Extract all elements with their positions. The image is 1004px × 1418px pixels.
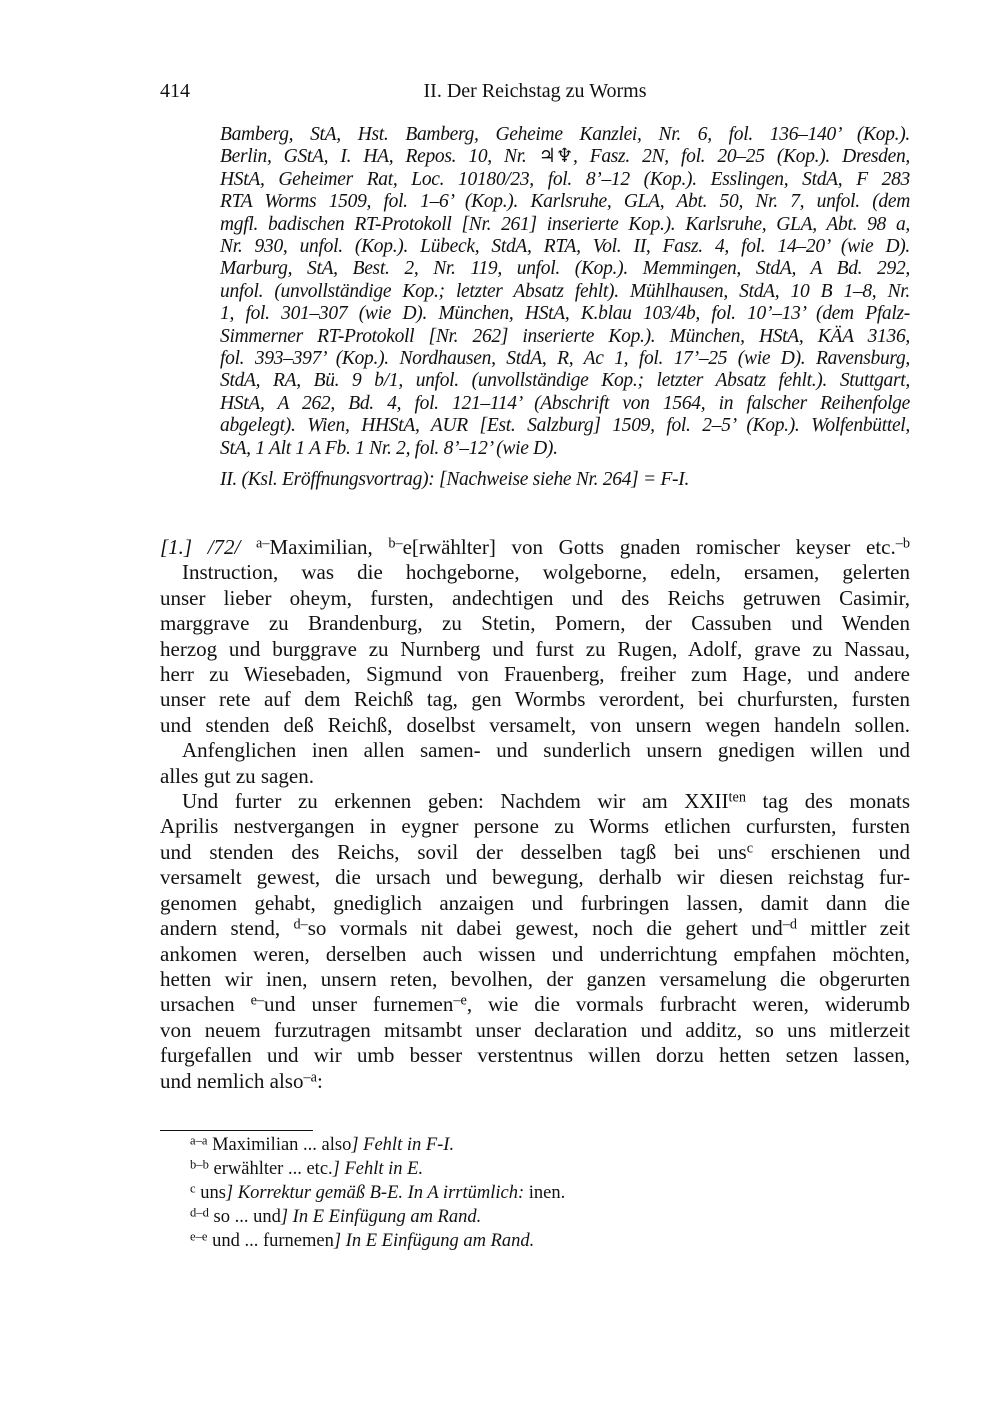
text-segment: Maximilian, bbox=[269, 535, 389, 559]
text-segment: Maximilian ... also bbox=[207, 1135, 352, 1155]
text-segment: furgefallen und wir umb besser verstentnus willen dorzu hetten setzen lassen, bbox=[160, 1043, 910, 1068]
text-segment: ankomen weren, derselben auch wissen und underrichtung empfahen möchten, bbox=[160, 941, 910, 966]
sources-line bbox=[220, 214, 910, 236]
text-segment: HStA, Geheimer Rat, Loc. 10180/23, fol. 8’–12 (Kop.). Esslingen, StdA, F 283 bbox=[220, 168, 910, 190]
body-line bbox=[160, 992, 910, 1017]
footnotes-line bbox=[190, 1229, 890, 1253]
text-segment: tag des monats bbox=[745, 789, 911, 814]
sources-line bbox=[220, 370, 910, 392]
text-segment: erwählter ... etc. bbox=[208, 1159, 333, 1179]
body-line bbox=[160, 535, 910, 560]
text-segment: mgfl. badischen RT-Protokoll [Nr. 261] inserierte Kop.). Karlsruhe, GLA, Abt. 98 a, bbox=[220, 213, 910, 235]
text-segment: fol. 393–397’ (Kop.). Nordhausen, StdA, R, Ac 1, fol. 17’–25 (wie D). Ravensburg, bbox=[220, 348, 910, 370]
apparatus-marker: –b bbox=[895, 535, 910, 552]
body-line bbox=[160, 637, 910, 662]
text-segment: Anfenglichen inen allen samen- und sunderlich unsern gnedigen willen und bbox=[182, 738, 910, 763]
text-segment: Berlin, GStA, I. HA, Repos. 10, Nr. ♃♆, Fasz. 2N, fol. 20–25 (Kop.). Dresden, bbox=[220, 146, 910, 168]
apparatus-marker: d–d bbox=[190, 1205, 209, 1220]
page-number: 414 bbox=[160, 80, 190, 102]
body-line bbox=[160, 891, 910, 916]
text-segment: ] Fehlt in E. bbox=[332, 1159, 424, 1179]
text-segment: StA, 1 Alt 1 A Fb. 1 Nr. 2, fol. 8’–12’ (wie D). bbox=[220, 437, 558, 459]
body-line bbox=[160, 611, 910, 636]
body-line bbox=[160, 840, 910, 865]
body-line bbox=[160, 1043, 910, 1068]
body-line bbox=[160, 865, 910, 890]
text-segment: Nr. 930, unfol. (Kop.). Lübeck, StdA, RTA, Vol. II, Fasz. 4, fol. 14–20’ (wie D). bbox=[220, 236, 910, 258]
sources-line bbox=[220, 258, 910, 280]
text-segment: ] In E Einfügung am Rand. bbox=[280, 1207, 482, 1227]
apparatus-marker: ten bbox=[728, 789, 746, 806]
sources-line bbox=[220, 469, 910, 491]
body-line bbox=[160, 560, 910, 585]
text-segment: herzog und burggrave zu Nurnberg und furst zu Rugen, Adolf, grave zu Nassau, bbox=[160, 636, 910, 661]
sources-line bbox=[220, 326, 910, 348]
text-segment: marggrave zu Brandenburg, zu Stetin, Pomern, der Cassuben und Wenden bbox=[160, 611, 910, 636]
text-segment: mittler zeit bbox=[796, 916, 911, 941]
sources-line bbox=[220, 191, 910, 213]
text-segment: abgelegt). Wien, HHStA, AUR [Est. Salzburg] 1509, fol. 2–5’ (Kop.). Wolfenbüttel, bbox=[220, 415, 910, 437]
sources-line bbox=[220, 303, 910, 325]
body-line bbox=[160, 662, 910, 687]
text-segment: e[rwählter] von Gotts gnaden romischer keyser etc. bbox=[402, 535, 896, 559]
sources-line bbox=[220, 146, 910, 168]
body-line bbox=[160, 942, 910, 967]
text-segment: versamelt gewest, die ursach und bewegung, derhalb wir diesen reichstag fur- bbox=[160, 865, 910, 890]
apparatus-marker: b–b bbox=[190, 1157, 209, 1172]
sources-line bbox=[220, 169, 910, 191]
text-segment: uns bbox=[195, 1183, 226, 1203]
text-segment: inen. bbox=[524, 1183, 566, 1203]
text-segment: erschienen und bbox=[753, 839, 910, 864]
text-segment: und stenden deß Reichß, doselbst versamelt, von unsern wegen handeln sollen. bbox=[160, 712, 910, 737]
text-segment: von neuem furzutragen mitsambt unser declaration und additz, so uns mitlerzeit bbox=[160, 1017, 910, 1042]
text-segment: Marburg, StA, Best. 2, Nr. 119, unfol. (Kop.). Memmingen, StdA, A Bd. 292, bbox=[220, 258, 910, 280]
sources-line bbox=[220, 281, 910, 303]
text-segment: herr zu Wiesebaden, Sigmund von Frauenberg, freiher zum Hage, und andere bbox=[160, 662, 910, 687]
apparatus-marker: e–e bbox=[190, 1229, 208, 1244]
text-segment: [1.] /72/ bbox=[160, 535, 256, 559]
apparatus-marker: d– bbox=[293, 916, 308, 933]
sources-line bbox=[220, 236, 910, 258]
text-segment: unser rete auf dem Reichß tag, gen Wormbs verordent, bei churfursten, fursten bbox=[160, 687, 910, 712]
apparatus-marker: c bbox=[190, 1181, 196, 1196]
footnotes-line bbox=[190, 1133, 890, 1157]
apparatus-marker: b– bbox=[388, 535, 403, 552]
body-line bbox=[160, 789, 910, 814]
text-segment: Simmerner RT-Protokoll [Nr. 262] inserierte Kop.). München, HStA, KÄA 3136, bbox=[220, 325, 910, 347]
text-segment: so ... und bbox=[208, 1207, 281, 1227]
sources-line bbox=[220, 124, 910, 146]
text-segment: 1, fol. 301–307 (wie D). München, HStA, K.blau 103/4b, fol. 10’–13’ (dem Pfalz- bbox=[220, 303, 910, 325]
text-segment: ] Korrektur gemäß B-E. In A irrtümlich: bbox=[225, 1183, 525, 1203]
body-line bbox=[160, 738, 910, 763]
text-segment: und ... furnemen bbox=[207, 1231, 334, 1251]
footnotes-line bbox=[190, 1205, 890, 1229]
apparatus-marker: a– bbox=[256, 535, 270, 552]
body-line bbox=[160, 814, 910, 839]
sources-line bbox=[220, 415, 910, 437]
text-segment: Instruction, was die hochgeborne, wolgeborne, edeln, ersamen, gelerten bbox=[182, 560, 910, 585]
text-segment: ursachen bbox=[160, 992, 251, 1017]
running-title: II. Der Reichstag zu Worms bbox=[423, 80, 647, 102]
text-segment: II. (Ksl. Eröffnungsvortrag): [Nachweise siehe Nr. 264] = F-I. bbox=[220, 469, 690, 491]
apparatus-marker: e– bbox=[250, 992, 265, 1009]
source-citations bbox=[220, 124, 910, 492]
body-line bbox=[160, 916, 910, 941]
text-segment: ] In E Einfügung am Rand. bbox=[333, 1231, 535, 1251]
text-segment: und stenden des Reichs, sovil der desselben tagß bei uns bbox=[160, 839, 747, 864]
apparatus-marker: –a bbox=[303, 1069, 317, 1086]
sources-line bbox=[220, 348, 910, 370]
apparatus-marker: –e bbox=[453, 992, 467, 1009]
text-segment: alles gut zu sagen. bbox=[160, 763, 314, 788]
text-segment: : bbox=[316, 1068, 323, 1093]
spacer bbox=[220, 460, 910, 469]
text-segment: genomen gehabt, gnediglich anzaigen und furbringen lassen, damit dann die bbox=[160, 890, 910, 915]
sources-line bbox=[220, 393, 910, 415]
sources-line bbox=[220, 438, 910, 460]
body-line bbox=[160, 967, 910, 992]
text-segment: , wie die vormals furbracht weren, widerumb bbox=[466, 992, 910, 1017]
text-segment: ] Fehlt in F-I. bbox=[351, 1135, 455, 1155]
apparatus-marker: –d bbox=[782, 916, 797, 933]
body-line bbox=[160, 586, 910, 611]
footnote-divider bbox=[160, 1130, 313, 1131]
text-segment: StdA, RA, Bü. 9 b/1, unfol. (unvollständige Kop.; letzter Absatz fehlt.). Stuttgart, bbox=[220, 370, 910, 392]
footnotes-line bbox=[190, 1157, 890, 1181]
text-segment: Und furter zu erkennen geben: Nachdem wir am XXII bbox=[182, 789, 729, 814]
body-line bbox=[160, 764, 910, 789]
body-line bbox=[160, 1069, 910, 1094]
text-segment: RTA Worms 1509, fol. 1–6’ (Kop.). Karlsruhe, GLA, Abt. 50, Nr. 7, unfol. (dem bbox=[220, 191, 910, 213]
text-segment: hetten wir inen, unsern reten, bevolhen, der ganzen versamelung die obgerurten bbox=[160, 966, 910, 991]
text-segment: HStA, A 262, Bd. 4, fol. 121–114’ (Abschrift von 1564, in falscher Reihenfolge bbox=[220, 392, 910, 414]
text-segment: Bamberg, StA, Hst. Bamberg, Geheime Kanzlei, Nr. 6, fol. 136–140’ (Kop.). bbox=[220, 124, 910, 145]
text-segment: andern stend, bbox=[160, 916, 294, 941]
apparatus-marker: a–a bbox=[190, 1133, 208, 1148]
text-segment: unser lieber oheym, fursten, andechtigen und des Reichs getruwen Casimir, bbox=[160, 585, 910, 610]
apparatus-marker: c bbox=[746, 840, 754, 857]
body-line bbox=[160, 1018, 910, 1043]
footnotes bbox=[190, 1133, 890, 1253]
text-segment: unfol. (unvollständige Kop.; letzter Absatz fehlt). Mühlhausen, StdA, 10 B 1–8, Nr. bbox=[220, 280, 910, 302]
text-segment: so vormals nit dabei gewest, noch die gehert und bbox=[307, 916, 783, 941]
text-segment: und unser furnemen bbox=[264, 992, 454, 1017]
page-header bbox=[160, 80, 910, 108]
body-line bbox=[160, 687, 910, 712]
footnotes-line bbox=[190, 1181, 890, 1205]
main-text bbox=[160, 535, 910, 1094]
text-segment: und nemlich also bbox=[160, 1068, 304, 1093]
body-line bbox=[160, 713, 910, 738]
text-segment: Aprilis nestvergangen in eygner persone zu Worms etlichen curfursten, fursten bbox=[160, 814, 910, 839]
